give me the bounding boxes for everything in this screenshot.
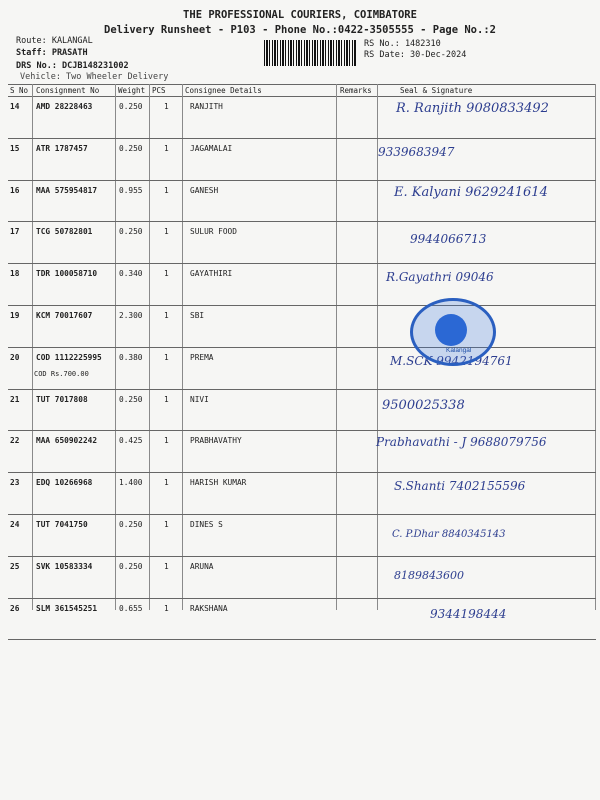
row-sno: 24 <box>10 520 20 529</box>
staff-label: Staff: PRASATH <box>16 48 88 58</box>
row-consignee: GANESH <box>190 185 219 195</box>
row-sno: 16 <box>10 185 20 195</box>
row-weight: 0.655 <box>119 603 143 613</box>
handwritten-signature: C. P.Dhar 8840345143 <box>392 529 506 540</box>
drs-number: DRS No.: DCJB148231002 <box>16 61 129 71</box>
row-sno: 15 <box>10 143 20 153</box>
company-title: THE PROFESSIONAL COURIERS, COIMBATORE <box>183 9 417 21</box>
row-weight: 0.955 <box>119 185 143 195</box>
barcode <box>264 40 356 66</box>
row-consignment-no: ATR 1787457 <box>36 143 88 153</box>
row-weight: 0.250 <box>119 143 143 153</box>
row-sno: 22 <box>10 436 20 446</box>
col-sno: S No <box>10 86 29 95</box>
row-weight: 2.300 <box>119 311 143 320</box>
header-top-rule <box>8 84 596 85</box>
handwritten-signature: R. Ranjith 9080833492 <box>396 101 549 116</box>
col-weight: Weight <box>118 86 146 95</box>
handwritten-signature: 8189843600 <box>394 568 464 582</box>
row-consignee: DINES S <box>190 520 223 529</box>
rs-date: RS Date: 30-Dec-2024 <box>364 50 467 60</box>
handwritten-signature: S.Shanti 7402155596 <box>394 479 526 494</box>
row-sno: 25 <box>10 561 20 571</box>
row-weight: 0.425 <box>119 436 143 446</box>
row-pcs: 1 <box>164 143 169 153</box>
row-consignment-no: SLM 361545251 <box>36 603 98 613</box>
row-sno: 17 <box>10 227 20 237</box>
row-consignee: GAYATHIRI <box>190 269 233 279</box>
row-pcs: 1 <box>164 227 169 237</box>
row-consignment-no: MAA 650902242 <box>36 436 98 446</box>
row-pcs: 1 <box>164 561 169 571</box>
row-weight: 0.250 <box>119 102 143 111</box>
row-consignee: SULUR FOOD <box>190 227 237 237</box>
table-row <box>8 390 596 432</box>
row-sno: 21 <box>10 394 20 404</box>
table-row <box>8 515 596 557</box>
table-row <box>8 431 596 473</box>
row-pcs: 1 <box>164 520 169 529</box>
table-row <box>8 473 596 515</box>
row-pcs: 1 <box>164 185 169 195</box>
row-weight: 0.250 <box>119 227 143 237</box>
rs-number: RS No.: 1482310 <box>364 39 441 49</box>
handwritten-signature: 9944066713 <box>410 232 487 247</box>
handwritten-signature: Prabhavathi - J 9688079756 <box>376 435 547 450</box>
row-pcs: 1 <box>164 478 169 488</box>
row-weight: 0.340 <box>119 269 143 279</box>
row-consignment-no: AMD 28228463 <box>36 102 93 111</box>
table-row <box>8 599 596 641</box>
row-pcs: 1 <box>164 102 169 111</box>
col-consignee: Consignee Details <box>185 86 262 95</box>
handwritten-signature: R.Gayathri 09046 <box>386 270 494 285</box>
row-consignee: RANJITH <box>190 102 223 111</box>
row-weight: 0.250 <box>119 561 143 571</box>
row-consignment-no: EDQ 10266968 <box>36 478 93 488</box>
row-sno: 20 <box>10 352 20 362</box>
runsheet-subtitle: Delivery Runsheet - P103 - Phone No.:0422-3505555 - Page No.:2 <box>104 24 496 36</box>
table-row <box>8 264 596 306</box>
row-consignment-no: MAA 575954817 <box>36 185 98 195</box>
row-consignee: PRABHAVATHY <box>190 436 242 446</box>
table-row <box>8 181 596 223</box>
handwritten-signature: E. Kalyani 9629241614 <box>394 184 548 200</box>
row-pcs: 1 <box>164 269 169 279</box>
row-consignment-no: KCM 70017607 <box>36 311 93 320</box>
col-remarks: Remarks <box>340 86 372 95</box>
vehicle-label: Vehicle: Two Wheeler Delivery <box>20 72 169 82</box>
row-weight: 1.400 <box>119 478 143 488</box>
row-pcs: 1 <box>164 352 169 362</box>
row-rule <box>8 639 596 640</box>
row-consignment-no: COD 1112225995 <box>36 352 102 362</box>
table-row <box>8 306 596 348</box>
row-consignment-no: TCG 50782801 <box>36 227 93 237</box>
row-consignment-no: TUT 7017808 <box>36 394 88 404</box>
row-sno: 26 <box>10 603 20 613</box>
row-pcs: 1 <box>164 311 169 320</box>
row-pcs: 1 <box>164 436 169 446</box>
handwritten-signature: 9344198444 <box>430 606 507 621</box>
table-row <box>8 557 596 599</box>
row-consignee: SBI <box>190 311 205 320</box>
row-consignee: ARUNA <box>190 561 214 571</box>
row-consignee: RAKSHANA <box>190 603 228 613</box>
row-sno: 19 <box>10 311 20 320</box>
col-pcs: PCS <box>152 86 166 95</box>
row-weight: 0.250 <box>119 520 143 529</box>
col-consignment: Consignment No <box>36 86 100 95</box>
row-consignee: NIVI <box>190 394 209 404</box>
stamp-center <box>435 314 467 346</box>
row-consignment-no: TDR 100058710 <box>36 269 98 279</box>
table-row <box>8 348 596 390</box>
route-label: Route: KALANGAL <box>16 36 93 46</box>
handwritten-signature: 9339683947 <box>378 144 455 159</box>
row-sno: 14 <box>10 102 20 111</box>
handwritten-signature: 9500025338 <box>382 397 465 413</box>
row-weight: 0.250 <box>119 394 143 404</box>
row-consignment-no: TUT 7041750 <box>36 520 88 529</box>
row-weight: 0.380 <box>119 352 143 362</box>
row-consignment-no: SVK 10583334 <box>36 561 93 571</box>
col-seal: Seal & Signature <box>400 86 473 95</box>
stamp-text: Kalangal <box>446 347 472 354</box>
row-sno: 18 <box>10 269 20 279</box>
row-pcs: 1 <box>164 394 169 404</box>
row-sno: 23 <box>10 478 20 488</box>
cod-amount: COD Rs.700.00 <box>34 369 89 378</box>
row-pcs: 1 <box>164 603 169 613</box>
row-consignee: HARISH KUMAR <box>190 478 247 488</box>
table-row <box>8 222 596 264</box>
table-row <box>8 139 596 181</box>
table-row <box>8 97 596 139</box>
sbi-stamp <box>410 298 496 366</box>
row-consignee: JAGAMALAI <box>190 143 233 153</box>
row-consignee: PREMA <box>190 352 214 362</box>
handwritten-signature: M.SCK 9942194761 <box>390 353 513 368</box>
